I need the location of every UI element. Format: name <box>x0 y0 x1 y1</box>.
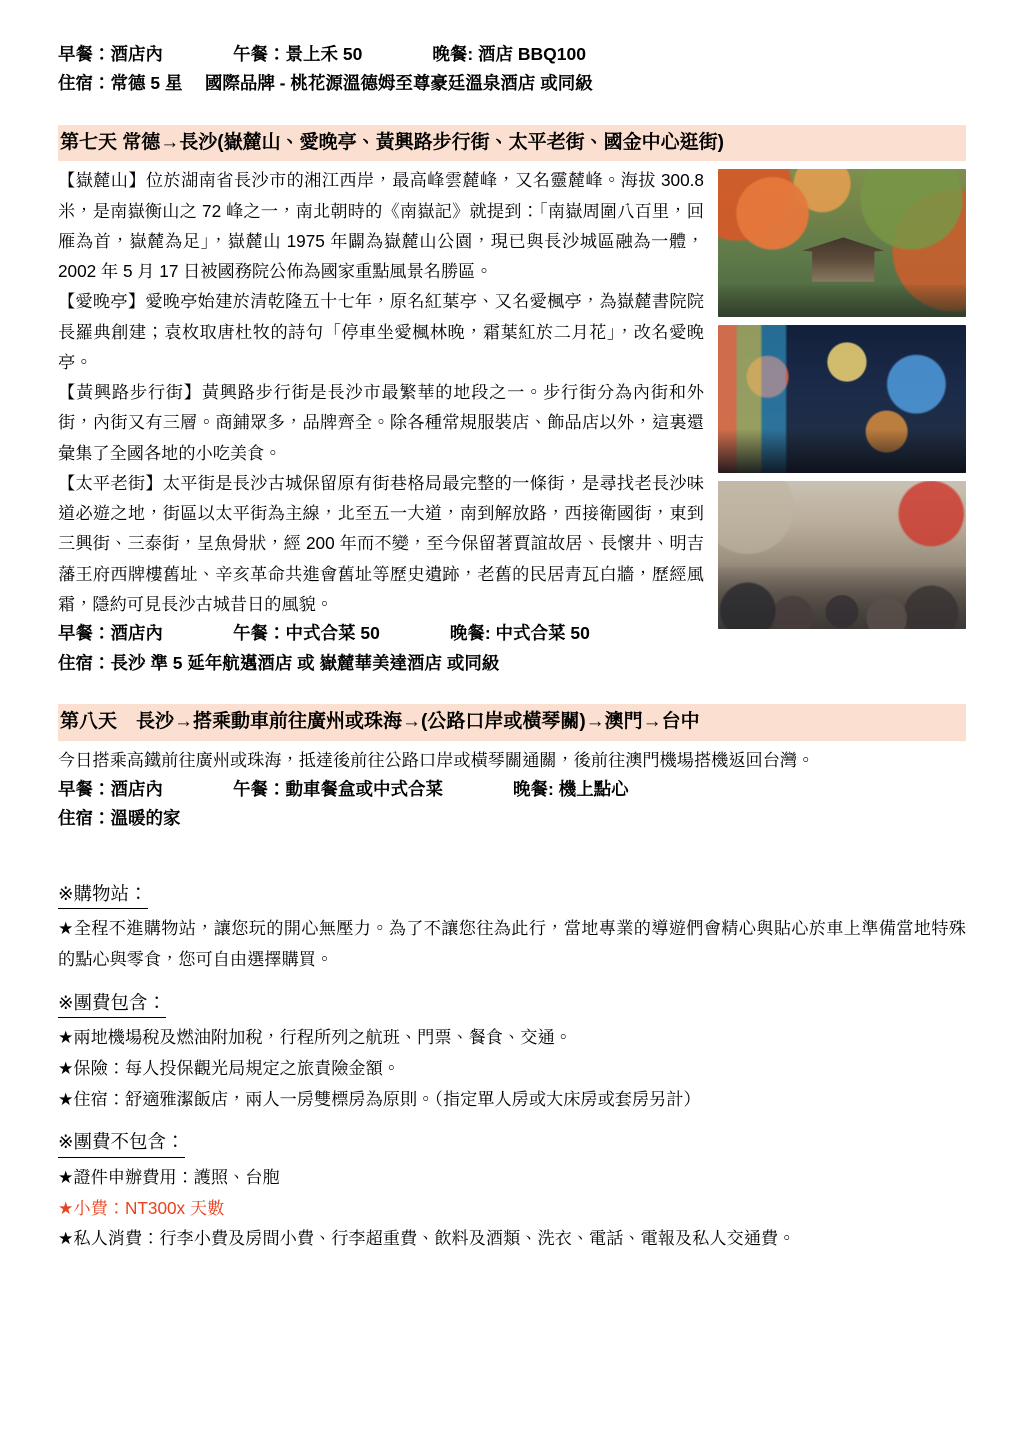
not-included-item-3: ★私人消費：行李小費及房間小費、行李超重費、飲料及酒類、洗衣、電話、電報及私人交通費。 <box>58 1228 796 1249</box>
not-included-section <box>58 1128 966 1254</box>
day7-paragraph-taiping-street: 【太平老街】太平街是長沙古城保留原有街巷格局最完整的一條街，是尋找老長沙味道必遊之地，街區以太平街為主線，北至五一大道，南到解放路，西接衛國街，東到三興街、三泰街，呈魚骨狀，經 200 年而不變，至今保留著賈誼故居、長懷井、明吉藩王府西牌樓舊址、辛亥革命共進會舊址等歷史遺跡，老舊的民居青瓦白牆，歷經風霜，隱約可見長沙古城昔日的風貌。 <box>58 472 704 614</box>
included-item-1: ★兩地機場稅及燃油附加稅，行程所列之航班、門票、餐食、交通。 <box>58 1027 572 1048</box>
spacer <box>58 1114 966 1128</box>
not-included-body <box>58 1162 966 1254</box>
old-street-photo <box>718 481 966 629</box>
included-body <box>58 1022 966 1114</box>
day7-stay-line: 住宿：長沙 準 5 延年航邁酒店 或 嶽麓華美達酒店 或同級 <box>58 652 500 673</box>
not-included-title: ※團費不包含： <box>58 1128 185 1158</box>
day7-body <box>58 165 966 678</box>
day7-paragraph-aiwanting: 【愛晚亭】愛晚亭始建於清乾隆五十七年，原名紅葉亭、又名愛楓亭，為嶽麓書院院長羅典創建；袁枚取唐杜牧的詩句「停車坐愛楓林晚，霜葉紅於二月花」，改名愛晚亭。 <box>58 291 704 372</box>
top-meals-line: 早餐：酒店內 午餐：景上禾 50 晚餐: 酒店 BBQ100 <box>58 44 586 64</box>
not-included-item-1: ★證件申辦費用：護照、台胞 <box>58 1166 280 1187</box>
top-stay-line: 住宿：常德 5 星 國際品牌 - 桃花源溫德姆至尊豪廷溫泉酒店 或同級 <box>58 73 593 94</box>
spacer <box>58 834 966 880</box>
day8-meals-line: 早餐：酒店內 午餐：動車餐盒或中式合菜 晚餐: 機上點心 <box>58 778 629 799</box>
autumn-pavilion-photo <box>718 169 966 317</box>
top-meal-block <box>58 40 966 99</box>
included-item-3: ★住宿：舒適雅潔飯店，兩人一房雙標房為原則。（指定單人房或大床房或套房另計） <box>58 1088 701 1109</box>
day8-stay-line: 住宿：溫暖的家 <box>58 808 181 829</box>
day8-header: 第八天 長沙→搭乘動車前往廣州或珠海→(公路口岸或橫琴關)→澳門→台中 <box>58 704 966 741</box>
day7-photo-column <box>718 169 966 637</box>
day8-paragraph: 今日搭乘高鐵前往廣州或珠海，抵達後前往公路口岸或橫琴關通關，後前往澳門機場搭機返回台灣。 <box>58 749 815 770</box>
not-included-item-2: ★小費：NT300x 天數 <box>58 1197 225 1218</box>
included-item-2: ★保險：每人投保觀光局規定之旅責險金額。 <box>58 1057 400 1078</box>
day7-section <box>58 125 966 678</box>
shopping-section <box>58 880 966 975</box>
day7-paragraph-huangxing-road: 【黃興路步行街】黃興路步行街是長沙市最繁華的地段之一。步行街分為內街和外街，內街又有三層。商鋪眾多，品牌齊全。除各種常規服裝店、飾品店以外，這裏還彙集了全國各地的小吃美食。 <box>58 382 704 463</box>
neon-street-photo <box>718 325 966 473</box>
day7-meals-line: 早餐：酒店內 午餐：中式合菜 50 晚餐: 中式合菜 50 <box>58 623 590 644</box>
shopping-body <box>58 913 966 974</box>
included-title: ※團費包含： <box>58 989 166 1019</box>
spacer <box>58 99 966 125</box>
shopping-item: ★全程不進購物站，讓您玩的開心無壓力。為了不讓您往為此行，當地專業的導遊們會精心與貼心於車上準備當地特殊的點心與零食，您可自由選擇購買。 <box>58 918 966 969</box>
day7-paragraph-yuelu: 【嶽麓山】位於湖南省長沙市的湘江西岸，最高峰雲麓峰，又名靈麓峰。海拔 300.8 米，是南嶽衡山之 72 峰之一，南北朝時的《南嶽記》就提到：「南嶽周圍八百里，回雁為首，嶽麓為足」，嶽麓山 1975 年闢為嶽麓山公園，現已與長沙城區融為一體，2002 年 5 月 17 日被國務院公佈為國家重點風景名勝區。 <box>58 170 704 282</box>
spacer <box>58 975 966 989</box>
day7-header: 第七天 常德→長沙(嶽麓山、愛晚亭、黃興路步行街、太平老街、國金中心逛街) <box>58 125 966 162</box>
day8-body <box>58 745 966 834</box>
spacer <box>58 678 966 704</box>
shopping-title: ※購物站： <box>58 880 148 910</box>
included-section <box>58 989 966 1115</box>
day8-section <box>58 704 966 834</box>
